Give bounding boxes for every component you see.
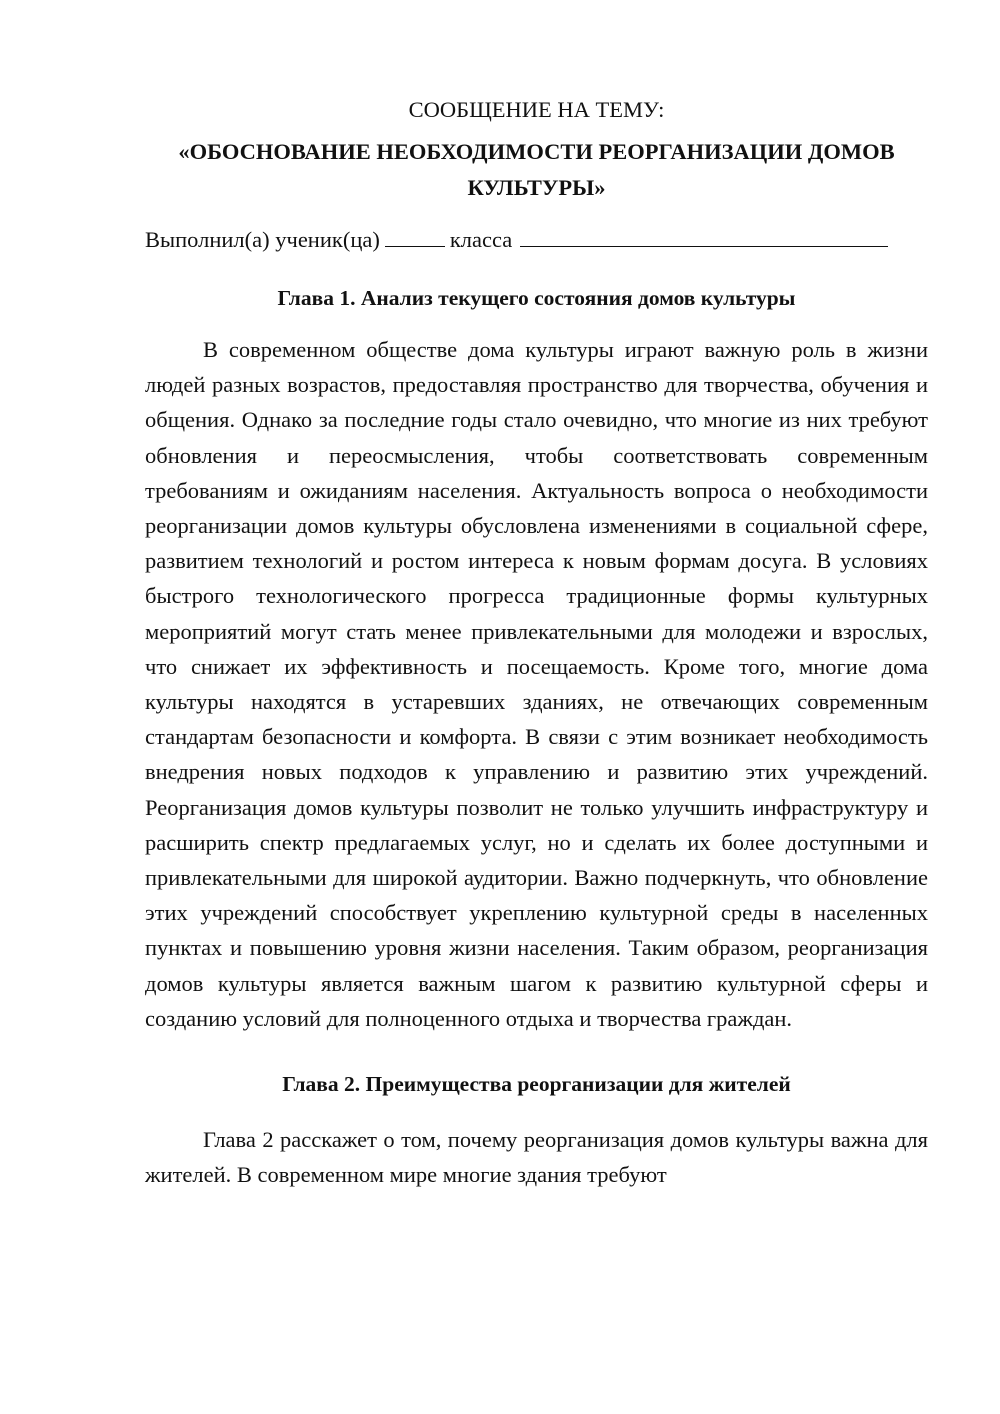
document-header: СООБЩЕНИЕ НА ТЕМУ: [408,97,665,122]
student-name-blank [520,222,888,247]
chapter-1-paragraph: В современном обществе дома культуры играют важную роль в жизни людей разных возрастов, предоставляя пространство для творчества, обучения и общения. Однако за последние годы стало очевидно, что многие из них требуют обновления и переосмысления, чтобы соответствовать современным требованиям и ожиданиям населения. Актуальность вопроса о необходимости реорганизации домов культуры обусловлена изменениями в социальной сфере, развитием технологий и ростом интереса к новым формам досуга. В условиях быстрого технологического прогресса традиционные формы культурных мероприятий могут стать менее привлекательными для молодежи и взрослых, что снижает их эффективность и посещаемость. Кроме того, многие дома культуры находятся в устаревших зданиях, не отвечающих современным стандартам безопасности и комфорта. В связи с этим возникает необходимость внедрения новых подходов к управлению и развитию этих учреждений. Реорганизация домов культуры позволит не только улучшить инфраструктуру и расширить спектр предлагаемых услуг, но и сделать их более доступными и привлекательными для широкой аудитории. Важно подчеркнуть, что обновление этих учреждений способствует укреплению культурной среды в населенных пунктах и повышению уровня жизни населения. Таким образом, реорганизация домов культуры является важным шагом к развитию культурной сферы и созданию условий для полноценного отдыха и творчества граждан. [145,337,928,1031]
chapter-2-paragraph: Глава 2 расскажет о том, почему реорганизация домов культуры важна для жителей. В современном мире многие здания требуют [145,1127,928,1188]
author-class-label: класса [449,227,513,252]
author-line [145,222,928,258]
chapter-1-title: Глава 1. Анализ текущего состояния домов культуры [277,286,796,310]
class-number-blank [385,222,445,247]
document-title: «ОБОСНОВАНИЕ НЕОБХОДИМОСТИ РЕОРГАНИЗАЦИИ ДОМОВ КУЛЬТУРЫ» [178,139,895,200]
chapter-2-title: Глава 2. Преимущества реорганизации для жителей [282,1072,791,1097]
author-prefix: Выполнил(а) ученик(ца) [145,227,380,252]
document-page [145,92,928,1192]
